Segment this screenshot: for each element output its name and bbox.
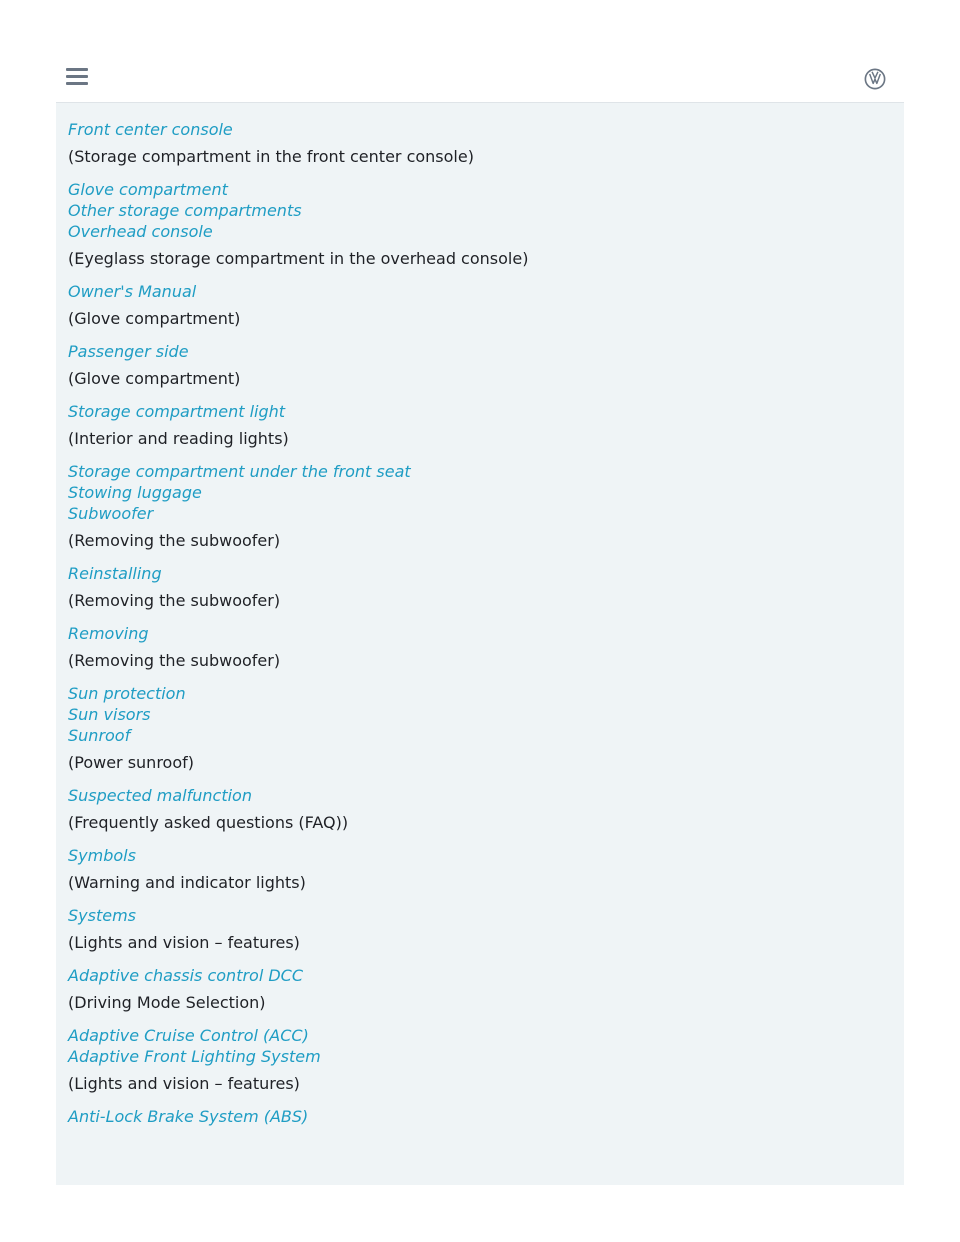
index-description: (Eyeglass storage compartment in the overhead console) <box>68 249 529 268</box>
index-link[interactable]: Removing <box>68 624 149 643</box>
index-link[interactable]: Other storage compartments <box>68 201 302 220</box>
index-group <box>68 281 888 329</box>
index-description: (Glove compartment) <box>68 309 241 328</box>
index-link[interactable]: Sunroof <box>68 726 131 745</box>
index-link[interactable]: Adaptive chassis control DCC <box>68 966 304 985</box>
index-link[interactable]: Glove compartment <box>68 180 228 199</box>
index-group <box>68 341 888 389</box>
index-description: (Interior and reading lights) <box>68 429 289 448</box>
index-group <box>68 563 888 611</box>
index-link[interactable]: Passenger side <box>68 342 189 361</box>
index-panel <box>56 103 904 1185</box>
vw-logo-icon[interactable] <box>864 68 886 90</box>
index-group <box>68 845 888 893</box>
index-description: (Glove compartment) <box>68 369 241 388</box>
hamburger-menu-icon[interactable] <box>66 68 88 88</box>
index-link[interactable]: Symbols <box>68 846 136 865</box>
index-group <box>68 179 888 269</box>
index-link[interactable]: Stowing luggage <box>68 483 202 502</box>
index-group <box>68 119 888 167</box>
index-description: (Removing the subwoofer) <box>68 651 281 670</box>
index-link[interactable]: Owner's Manual <box>68 282 197 301</box>
index-group <box>68 683 888 773</box>
index-entries <box>68 119 888 1139</box>
index-description: (Removing the subwoofer) <box>68 531 281 550</box>
top-bar <box>56 56 904 103</box>
index-description: (Frequently asked questions (FAQ)) <box>68 813 349 832</box>
index-description: (Lights and vision – features) <box>68 933 300 952</box>
index-link[interactable]: Reinstalling <box>68 564 162 583</box>
index-description: (Storage compartment in the front center console) <box>68 147 474 166</box>
index-link[interactable]: Sun visors <box>68 705 151 724</box>
index-group <box>68 965 888 1013</box>
index-description: (Power sunroof) <box>68 753 194 772</box>
index-link[interactable]: Front center console <box>68 120 233 139</box>
index-link[interactable]: Sun protection <box>68 684 186 703</box>
index-group <box>68 401 888 449</box>
index-group <box>68 623 888 671</box>
index-group <box>68 461 888 551</box>
index-description: (Warning and indicator lights) <box>68 873 306 892</box>
index-link[interactable]: Anti-Lock Brake System (ABS) <box>68 1107 309 1126</box>
index-group <box>68 1025 888 1094</box>
index-link[interactable]: Suspected malfunction <box>68 786 252 805</box>
index-group <box>68 905 888 953</box>
index-link[interactable]: Adaptive Front Lighting System <box>68 1047 321 1066</box>
index-description: (Removing the subwoofer) <box>68 591 281 610</box>
index-description: (Lights and vision – features) <box>68 1074 300 1093</box>
index-link[interactable]: Adaptive Cruise Control (ACC) <box>68 1026 309 1045</box>
index-link[interactable]: Overhead console <box>68 222 213 241</box>
index-group <box>68 785 888 833</box>
index-link[interactable]: Subwoofer <box>68 504 154 523</box>
index-group <box>68 1106 888 1127</box>
index-link[interactable]: Storage compartment light <box>68 402 286 421</box>
index-description: (Driving Mode Selection) <box>68 993 266 1012</box>
index-link[interactable]: Storage compartment under the front seat <box>68 462 411 481</box>
index-link[interactable]: Systems <box>68 906 136 925</box>
